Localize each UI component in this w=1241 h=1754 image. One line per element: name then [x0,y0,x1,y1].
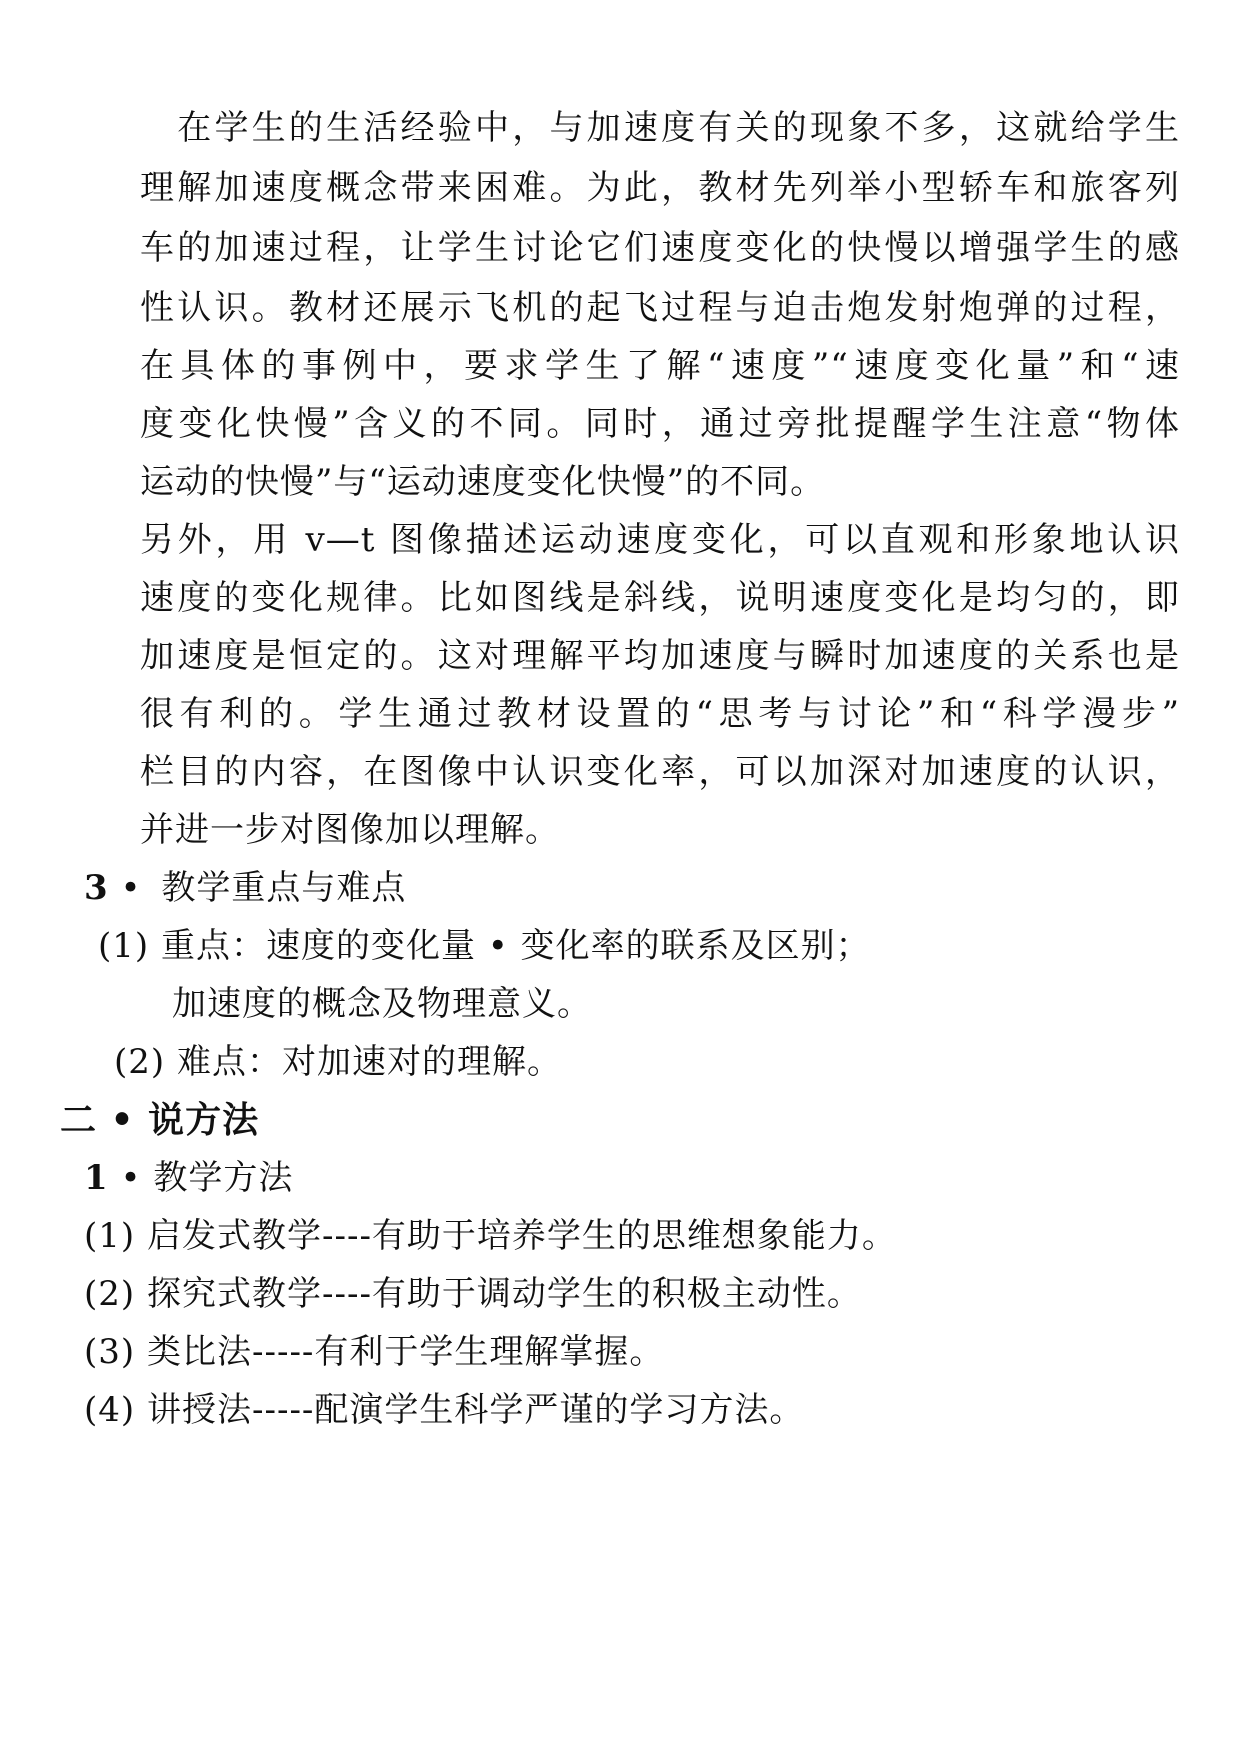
item-label: (2) [114,1042,166,1082]
paragraph-2-line: 另外，用 v—t 图像描述运动速度变化，可以直观和形象地认识 [140,520,1180,560]
paragraph-2-line: 栏目的内容，在图像中认识变化率，可以加深对加速度的认识， [140,752,1180,792]
item-text: 类比法-----有利于学生理解掌握。 [146,1332,665,1372]
paragraph-2-line: 加速度是恒定的。这对理解平均加速度与瞬时加速度的关系也是 [140,636,1180,676]
section-3-item-1 [98,926,871,966]
paragraph-2-line: 很有利的。学生通过教材设置的“思考与讨论”和“科学漫步” [140,694,1180,734]
item-label: (3) [84,1332,136,1372]
item-text: 探究式教学----有助于调动学生的积极主动性。 [146,1274,862,1314]
section-3-title: 教学重点与难点 [161,868,407,908]
item-text: 重点：速度的变化量 • 变化率的联系及区别； [160,926,871,966]
paragraph-1-line: 在具体的事例中，要求学生了解“速度”“速度变化量”和“速 [140,346,1180,386]
paragraph-1-line: 度变化快慢”含义的不同。同时，通过旁批提醒学生注意“物体 [140,404,1180,444]
method-item-4 [84,1390,804,1430]
section-1-title: 教学方法 [153,1158,294,1198]
paragraph-1-line: 在学生的生活经验中，与加速度有关的现象不多，这就给学生 [140,108,1180,148]
item-label: (1) [98,926,150,966]
method-item-3 [84,1332,664,1372]
paragraph-1-line: 车的加速过程，让学生讨论它们速度变化的快慢以增强学生的感 [140,228,1180,268]
paragraph-1-line: 理解加速度概念带来困难。为此，教材先列举小型轿车和旅客列 [140,168,1180,208]
section-1-separator: • [120,1158,142,1198]
item-label: (1) [84,1216,136,1256]
section-3-separator: • [120,868,142,908]
paragraph-1-line: 性认识。教材还展示飞机的起飞过程与迫击炮发射炮弹的过程， [140,288,1180,328]
item-text: 启发式教学----有助于培养学生的思维想象能力。 [146,1216,897,1256]
paragraph-1-line: 运动的快慢”与“运动速度变化快慢”的不同。 [140,462,826,502]
paragraph-2-line: 速度的变化规律。比如图线是斜线，说明速度变化是均匀的，即 [140,578,1180,618]
section-3-item-2 [114,1042,562,1082]
part-2-heading: 二 • 说方法 [60,1099,260,1141]
item-text: 难点：对加速对的理解。 [176,1042,562,1082]
item-label: (4) [84,1390,136,1430]
section-1-heading [84,1158,293,1198]
section-3-number: 3 [84,868,109,908]
item-text: 讲授法-----配演学生科学严谨的学习方法。 [146,1390,805,1430]
item-label: (2) [84,1274,136,1314]
section-3-item-1-continuation: 加速度的概念及物理意义。 [172,984,592,1024]
paragraph-2-line: 并进一步对图像加以理解。 [140,810,560,850]
method-item-2 [84,1274,862,1314]
method-item-1 [84,1216,897,1256]
section-3-heading [84,868,406,908]
section-1-number: 1 [84,1158,109,1198]
